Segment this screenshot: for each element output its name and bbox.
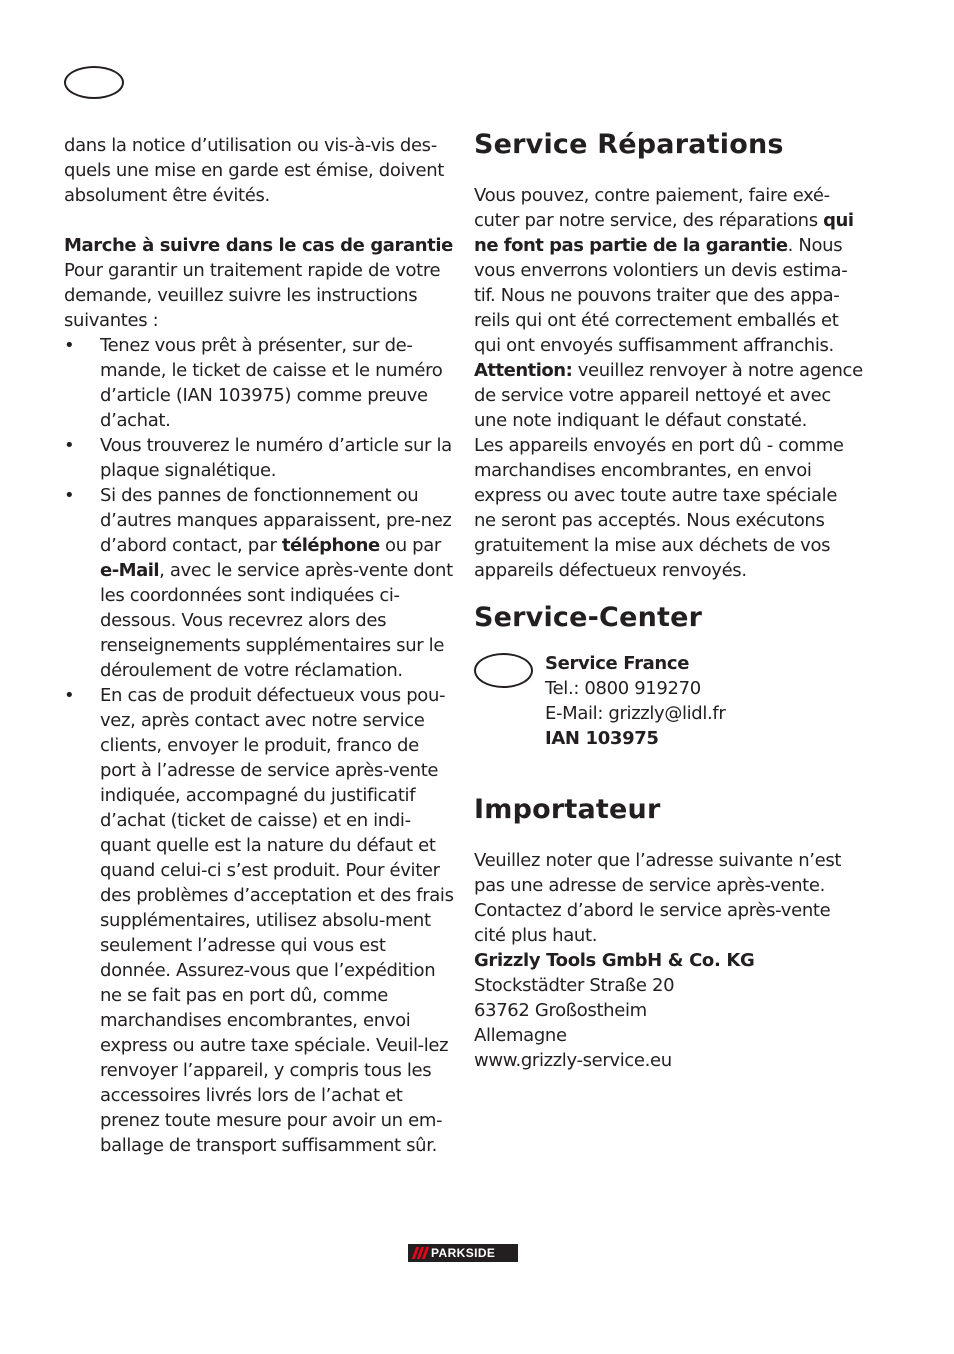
service-center-heading: Service-Center: [474, 602, 703, 633]
importer-country: Allemagne: [474, 1025, 567, 1046]
language-badge: [64, 66, 124, 99]
importer-website: www.grizzly-service.eu: [474, 1050, 672, 1071]
list-item-text: En cas de produit défectueux vous pou-vez, après contact avec notre service clients, envoyer le produit, franco de port à l’adresse de service après-vente indiquée, accompagné du justificatif d’achat (ticket de caisse) et en indi-quant quelle est la nature du défaut et quand celui-ci s’est produit. Pour éviter des problèmes d’acceptation et des frais supplémentaires, utilisez absolu-ment seulement l’adresse qui vous est donnée. Assurez-vous que l’expédition ne se fait pas en port dû, comme marchandises encombrantes, envoi express ou autre taxe spéciale. Veuil-lez renvoyer l’appareil, y compris tous les accessoires livrés lors de l’achat et prenez toute mesure pour avoir un em-ballage de transport suffisamment sûr.: [100, 685, 454, 1156]
attention-text: veuillez renvoyer à notre agence de service votre appareil nettoyé et avec une note indiquant le défaut constaté.: [474, 360, 863, 431]
left-column: [64, 133, 454, 1158]
repairs-paragraph: [474, 183, 864, 358]
importer-note: Veuillez noter que l’adresse suivante n’est pas une adresse de service après-vente. Contactez d’abord le service après-vente cité plus haut.: [474, 850, 842, 946]
list-item-text: , avec le service après-vente dont les coordonnées sont indiquées ci-dessous. Vous recevrez alors des renseignements supplémentaires sur le déroulement de votre réclamation.: [100, 560, 453, 681]
attention-paragraph: [474, 358, 864, 433]
service-name: Service France: [545, 653, 690, 674]
repairs-text: . Nous vous enverrons volontiers un devis estima-tif. Nous ne pouvons traiter que des appa-reils qui ont été correctement emballés et qui ont envoyés suffisamment affranchis.: [474, 235, 848, 356]
list-item-text: ou par: [379, 535, 441, 556]
importer-company: Grizzly Tools GmbH & Co. KG: [474, 950, 755, 971]
repairs-text: Vous pouvez, contre paiement, faire exé-cuter par notre service, des réparations: [474, 185, 830, 231]
list-item: [64, 433, 454, 483]
importer-street: Stockstädter Straße 20: [474, 975, 675, 996]
parkside-logo: [408, 1244, 518, 1262]
warranty-lead-text: Pour garantir un traitement rapide de votre demande, veuillez suivre les instructions suivantes :: [64, 260, 441, 331]
list-item: [64, 483, 454, 683]
shipping-paragraph: Les appareils envoyés en port dû - comme marchandises encombrantes, en envoi express ou avec toute autre taxe spéciale ne seront pas acceptés. Nous exécutons gratuitement la mise aux déchets de vos appareils défectueux renvoyés.: [474, 435, 844, 581]
intro-text: dans la notice d’utilisation ou vis-à-vis des-quels une mise en garde est émise, doivent absolument être évités.: [64, 135, 444, 206]
country-badge: [474, 653, 533, 688]
attention-label: Attention:: [474, 360, 573, 381]
service-phone: Tel.: 0800 919270: [545, 678, 701, 699]
service-email: E-Mail: grizzly@lidl.fr: [545, 703, 726, 724]
list-item-text: Vous trouverez le numéro d’article sur la plaque signalétique.: [100, 435, 452, 481]
list-item: [64, 683, 454, 1158]
importer-heading: Importateur: [474, 794, 661, 825]
list-item-text: Si des pannes de fonctionnement ou d’autres manques apparaissent, pre-nez d’abord contact, par: [100, 485, 452, 556]
logo-stripes: [408, 1247, 431, 1259]
right-column: [474, 128, 864, 1073]
service-center-contact: [474, 651, 864, 751]
repairs-not-covered: qui ne font pas partie de la garantie: [474, 210, 854, 256]
service-repairs-heading: Service Réparations: [474, 129, 784, 160]
logo-text: PARKSIDE: [431, 1246, 496, 1260]
list-item: [64, 333, 454, 433]
list-item-text: Tenez vous prêt à présenter, sur de-mande, le ticket de caisse et le numéro d’article (IAN 103975) comme preuve d’achat.: [100, 335, 443, 431]
email-keyword: e-Mail: [100, 560, 160, 581]
warranty-steps-list: [64, 333, 454, 1158]
importer-city: 63762 Großostheim: [474, 1000, 647, 1021]
warranty-procedure-heading: Marche à suivre dans le cas de garantie: [64, 235, 453, 256]
service-ian: IAN 103975: [545, 728, 659, 749]
phone-keyword: téléphone: [281, 535, 380, 556]
